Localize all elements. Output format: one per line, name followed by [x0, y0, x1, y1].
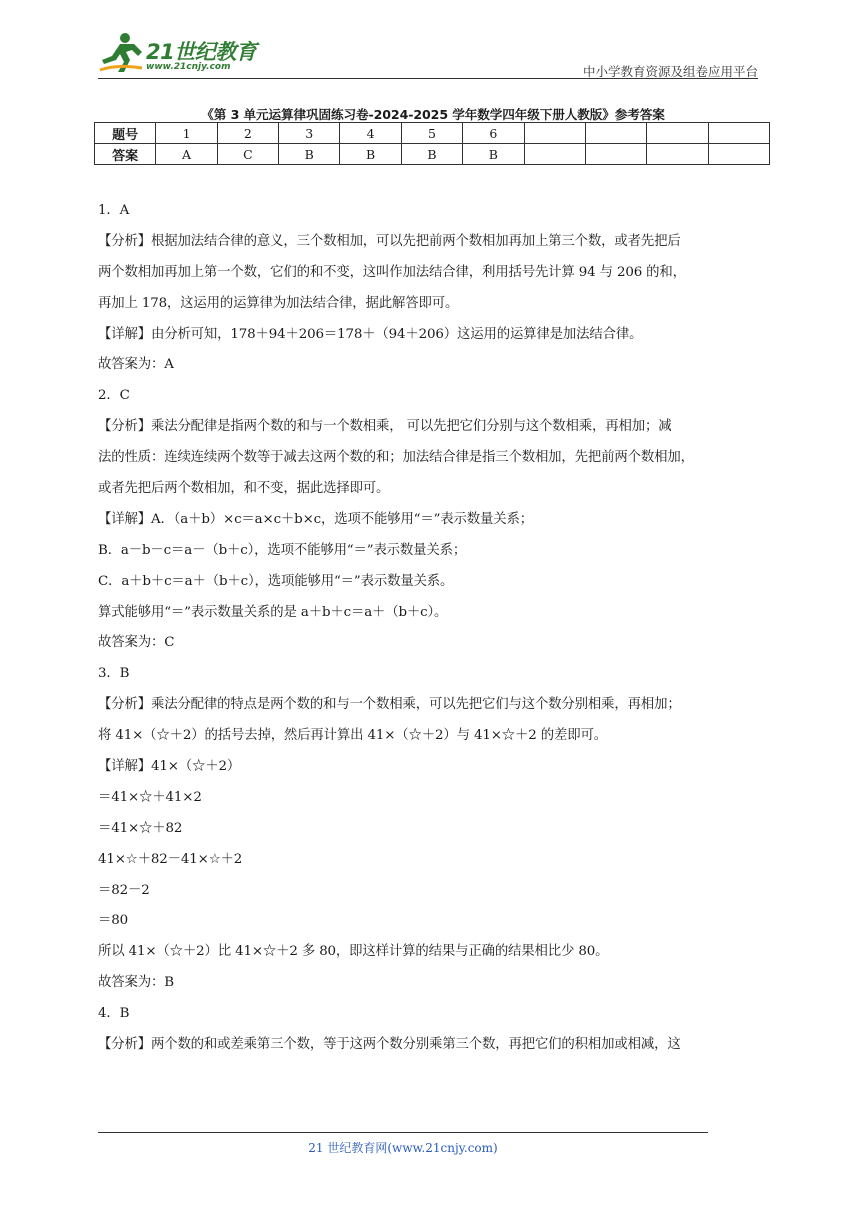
- logo-url: www.21cnjy.com: [146, 62, 231, 72]
- document-title: 《第 3 单元运算律巩固练习卷-2024-2025 学年数学四年级下册人教版》参考答案: [201, 107, 665, 122]
- answer-cell: A: [156, 144, 217, 165]
- answer-cell: [524, 144, 585, 165]
- text-line: C．a＋b＋c＝a＋（b＋c），选项能够用“＝”表示数量关系。: [98, 573, 454, 589]
- question-number-cell: [585, 123, 646, 144]
- page-header: [98, 30, 758, 80]
- answer-cell: [708, 144, 769, 165]
- text-line: 1．A: [98, 203, 130, 218]
- answer-table: [94, 122, 770, 165]
- footer-divider: [98, 1132, 708, 1133]
- text-line: 【分析】两个数的和或差乘第三个数，等于这两个数分别乘第三个数，再把它们的积相加或相减，这: [98, 1037, 681, 1053]
- question-number-cell: 2: [217, 123, 278, 144]
- answer-cell: [647, 144, 708, 165]
- question-number-row: [95, 123, 770, 144]
- platform-name: 中小学教育资源及组卷应用平台: [582, 64, 758, 79]
- answer-cell: B: [340, 144, 401, 165]
- text-line: 【分析】乘法分配律的特点是两个数的和与一个数相乘，可以先把它们与这个数分别相乘，再相加；: [98, 697, 681, 713]
- question-number-cell: [524, 123, 585, 144]
- text-line: ＝82－2: [98, 882, 150, 898]
- text-line: 3．B: [98, 666, 130, 682]
- text-line: 再加上 178，这运用的运算律为加法结合律，据此解答即可。: [98, 295, 459, 311]
- answer-cell: B: [401, 144, 462, 165]
- answer-cell: B: [279, 144, 340, 165]
- answer-cell: [585, 144, 646, 165]
- header-divider: [98, 78, 758, 79]
- answer-row: [95, 144, 770, 165]
- text-line: 4．B: [98, 1006, 130, 1022]
- site-logo[interactable]: [98, 30, 268, 76]
- text-line: 故答案为：A: [98, 357, 174, 373]
- text-line: 2．C: [98, 388, 130, 404]
- runner-icon: [98, 30, 146, 74]
- text-line: 将 41×（☆＋2）的括号去掉，然后再计算出 41×（☆＋2）与 41×☆＋2 的差即可。: [98, 728, 607, 744]
- question-number-cell: [647, 123, 708, 144]
- question-number-cell: 3: [279, 123, 340, 144]
- text-line: 故答案为：B: [98, 975, 174, 991]
- question-number-cell: 6: [463, 123, 524, 144]
- text-line: 算式能够用“＝”表示数量关系的是 a＋b＋c＝a＋（b＋c）。: [98, 604, 448, 620]
- text-line: B．a－b－c＝a－（b＋c），选项不能够用“＝”表示数量关系；: [98, 542, 467, 558]
- logo-text: 21世纪教育: [146, 40, 257, 64]
- text-line: 【分析】乘法分配律是指两个数的和与一个数相乘， 可以先把它们分别与这个数相乘，再相加；减: [98, 419, 672, 435]
- footer-link[interactable]: 21 世纪教育网(www.21cnjy.com): [308, 1141, 498, 1155]
- text-line: 41×☆＋82－41×☆＋2: [98, 851, 243, 867]
- answer-cell: B: [463, 144, 524, 165]
- text-line: 【详解】41×（☆＋2）: [98, 759, 241, 775]
- text-line: ＝41×☆＋41×2: [98, 789, 202, 805]
- text-line: 【详解】A．（a＋b）×c＝a×c＋b×c，选项不能够用“＝”表示数量关系；: [98, 511, 533, 527]
- text-line: 两个数相加再加上第一个数，它们的和不变，这叫作加法结合律，利用括号先计算 94 与 206 的和，: [98, 264, 686, 280]
- text-line: 或者先把后两个数相加，和不变，据此选择即可。: [98, 481, 390, 497]
- question-number-cell: [708, 123, 769, 144]
- question-number-cell: 5: [401, 123, 462, 144]
- row-label: 答案: [95, 144, 156, 165]
- text-line: ＝80: [98, 913, 128, 929]
- text-line: 【详解】由分析可知，178＋94＋206＝178＋（94＋206）这运用的运算律是加法结合律。: [98, 326, 643, 342]
- text-line: 法的性质：连续连续两个数等于减去这两个数的和；加法结合律是指三个数相加，先把前两个数相加，: [98, 450, 694, 466]
- answer-cell: C: [217, 144, 278, 165]
- text-line: 所以 41×（☆＋2）比 41×☆＋2 多 80，即这样计算的结果与正确的结果相比少 80。: [98, 944, 609, 960]
- row-label: 题号: [95, 123, 156, 144]
- answer-explanations: [98, 196, 766, 1061]
- question-number-cell: 1: [156, 123, 217, 144]
- text-line: ＝41×☆＋82: [98, 820, 183, 836]
- text-line: 【分析】根据加法结合律的意义，三个数相加，可以先把前两个数相加再加上第三个数，或者先把后: [98, 233, 681, 249]
- question-number-cell: 4: [340, 123, 401, 144]
- text-line: 故答案为：C: [98, 635, 175, 651]
